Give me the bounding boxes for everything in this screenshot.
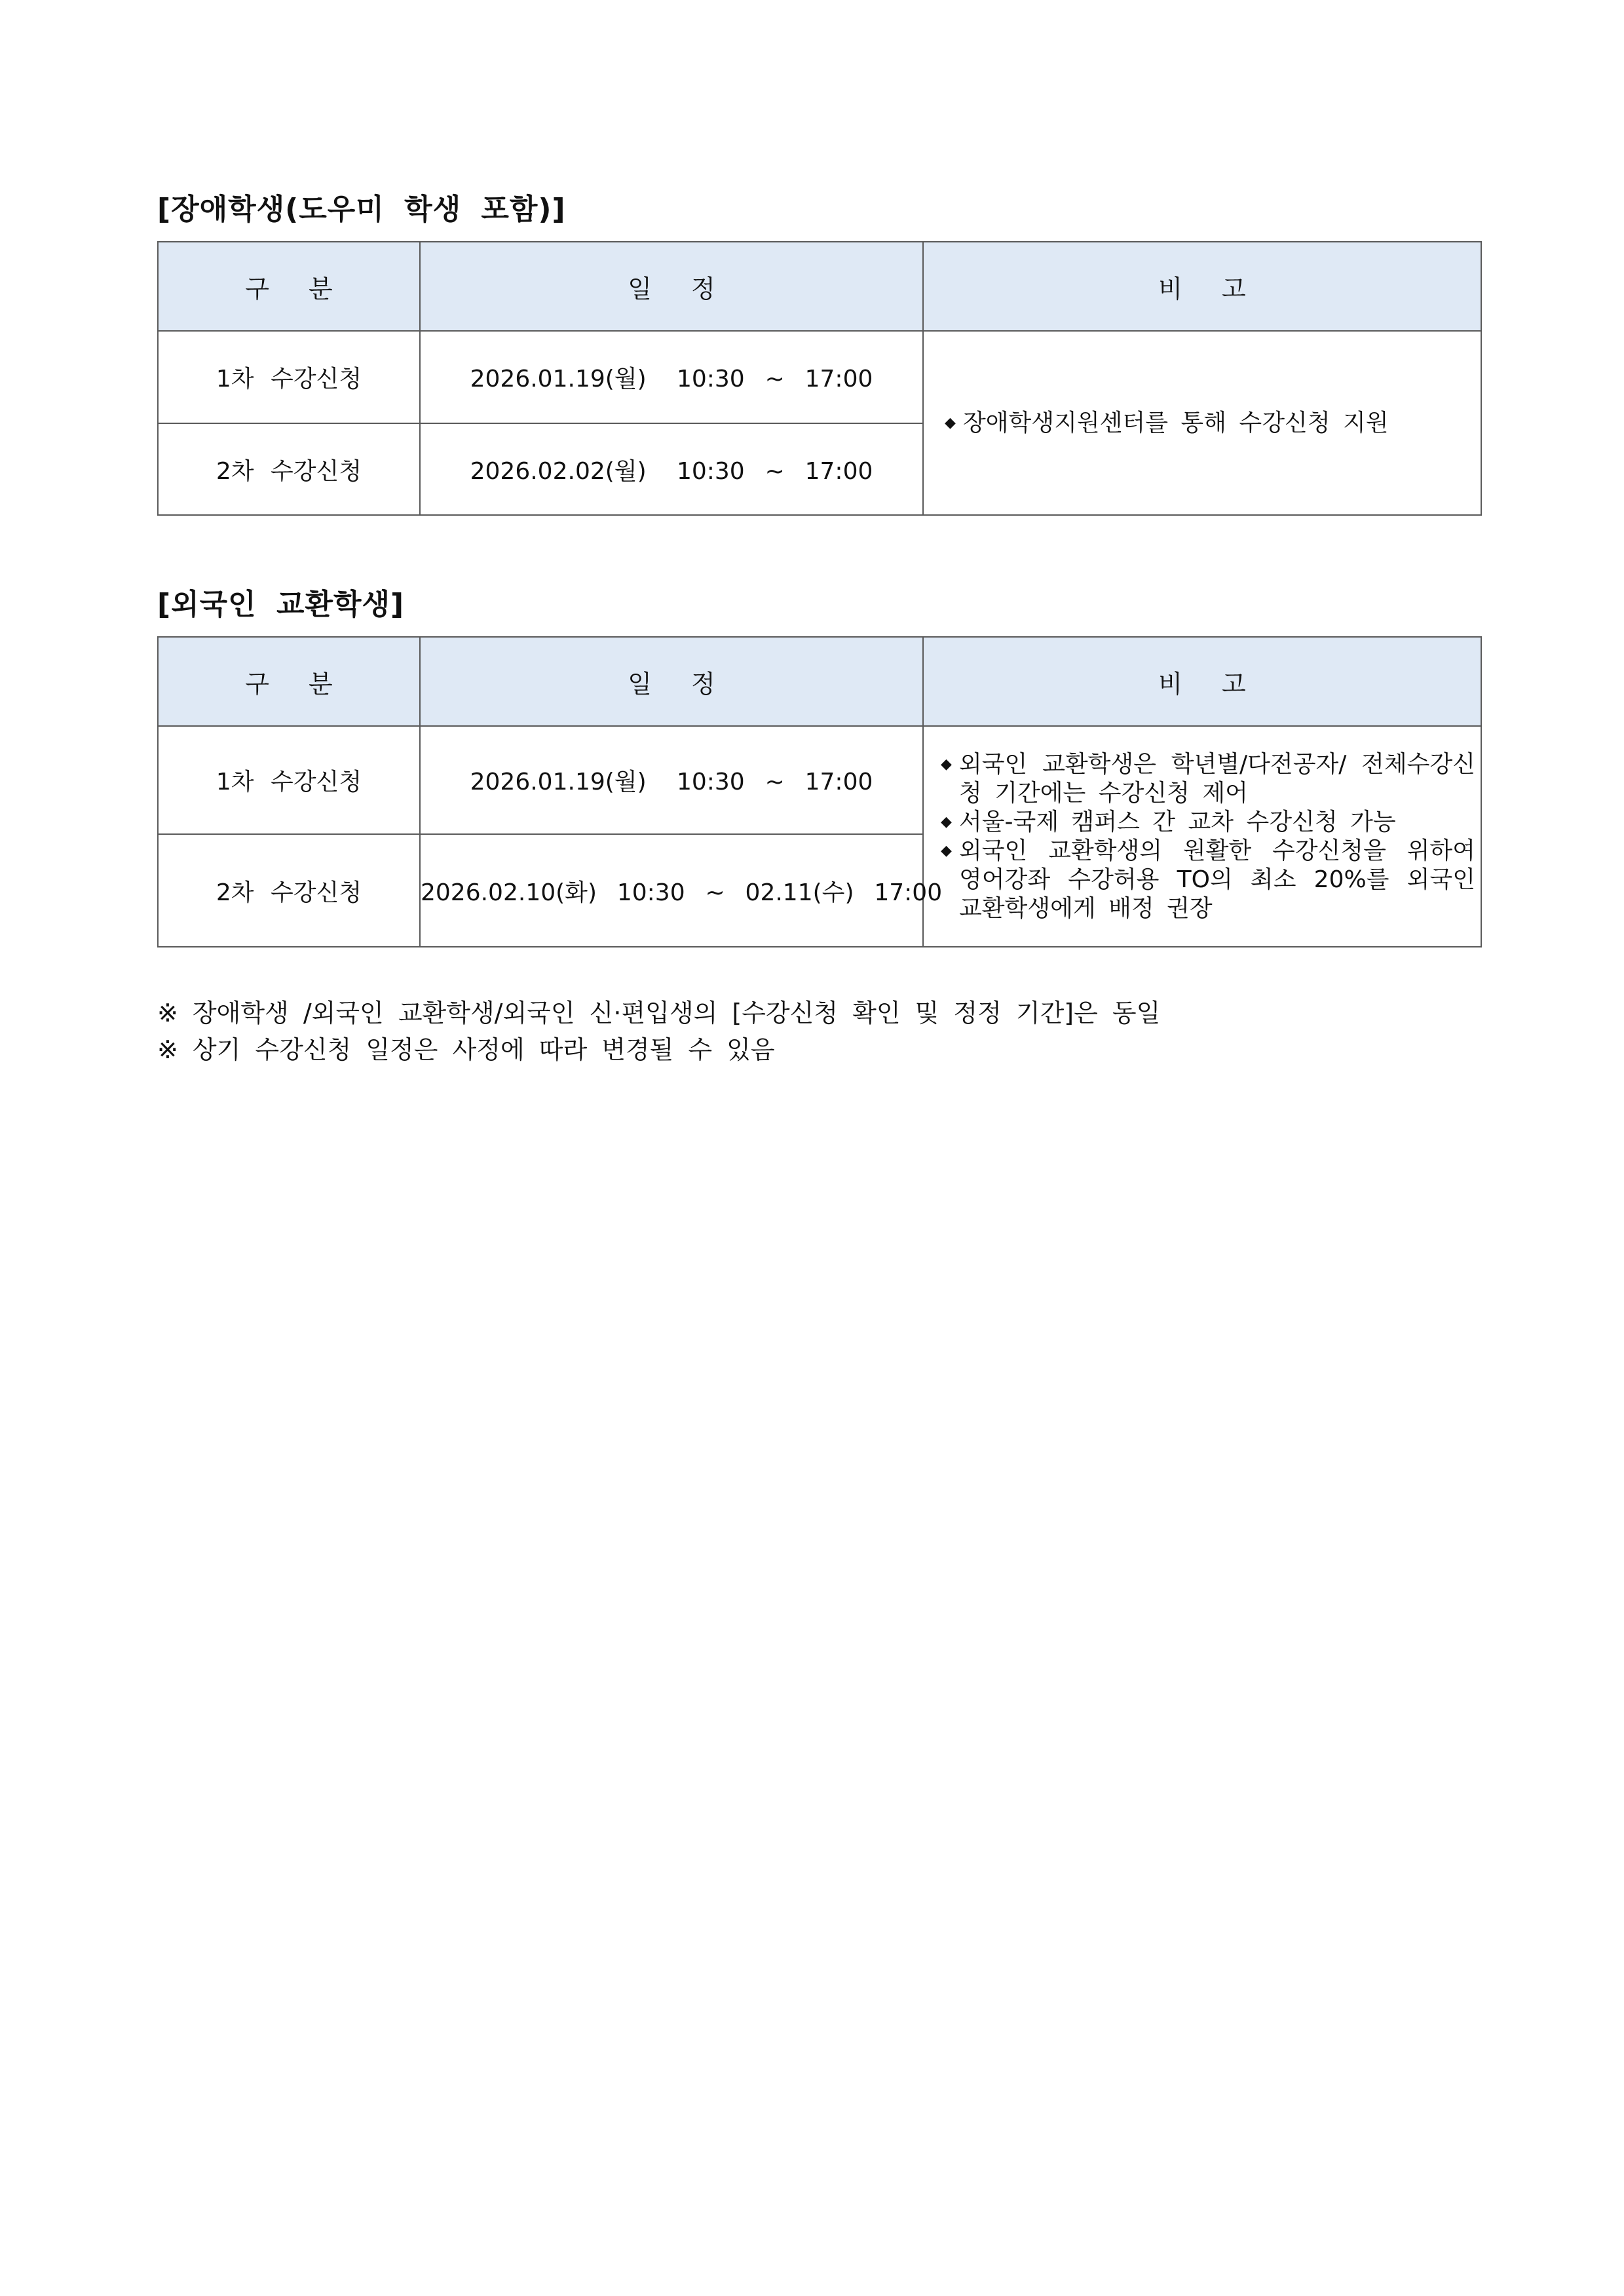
schedule-table-exchange-students: [157, 636, 1482, 947]
document-page: [157, 178, 1481, 1068]
schedule-table-disabled-students: [157, 241, 1482, 516]
row-schedule: 2026.01.19(월) 10:30 ~ 17:00: [420, 726, 923, 834]
header-category: 구 분: [158, 637, 420, 726]
table-header-row: [158, 637, 1481, 726]
header-remarks: 비 고: [923, 242, 1481, 331]
remarks-list: [943, 409, 1475, 438]
remarks-text: 외국인 교환학생의 원활한 수강신청을 위하여 영어강좌 수강허용 TO의 최소 20%를 외국인 교환학생에게 배정 권장: [959, 837, 1475, 922]
row-schedule: 2026.02.02(월) 10:30 ~ 17:00: [420, 423, 923, 515]
diamond-bullet-icon: ◆: [945, 414, 956, 431]
row-schedule: 2026.02.10(화) 10:30 ~ 02.11(수) 17:00: [420, 834, 923, 947]
row-schedule: 2026.01.19(월) 10:30 ~ 17:00: [420, 331, 923, 423]
header-schedule: 일 정: [420, 637, 923, 726]
row-category: 2차 수강신청: [158, 834, 420, 947]
footnotes: [157, 995, 1481, 1068]
remarks-text: 외국인 교환학생은 학년별/다전공자/ 전체수강신청 기간에는 수강신청 제어: [959, 750, 1475, 807]
remarks-cell: [923, 726, 1481, 947]
row-category: 1차 수강신청: [158, 726, 420, 834]
table-row: [158, 331, 1481, 423]
remarks-item: [939, 837, 1475, 923]
remarks-item: [939, 750, 1475, 808]
table-row: [158, 726, 1481, 834]
row-category: 1차 수강신청: [158, 331, 420, 423]
remarks-text: 서울-국제 캠퍼스 간 교차 수강신청 가능: [959, 808, 1396, 835]
remarks-cell: [923, 331, 1481, 515]
remarks-item: [943, 409, 1475, 438]
diamond-bullet-icon: ◆: [941, 842, 952, 859]
table-header-row: [158, 242, 1481, 331]
header-schedule: 일 정: [420, 242, 923, 331]
header-category: 구 분: [158, 242, 420, 331]
diamond-bullet-icon: ◆: [941, 813, 952, 830]
diamond-bullet-icon: ◆: [941, 756, 952, 773]
section-title-exchange-students: [외국인 교환학생]: [157, 588, 405, 621]
section-title-disabled-students: [장애학생(도우미 학생 포함)]: [157, 193, 566, 226]
remarks-list: [939, 750, 1475, 923]
header-remarks: 비 고: [923, 637, 1481, 726]
footnote-same-period: ※ 장애학생 /외국인 교환학생/외국인 신·편입생의 [수강신청 확인 및 정정 기간]은 동일: [157, 999, 1161, 1027]
footnote-schedule-change: ※ 상기 수강신청 일정은 사정에 따라 변경될 수 있음: [157, 1035, 775, 1064]
remarks-item: [939, 808, 1475, 837]
remarks-text: 장애학생지원센터를 통해 수강신청 지원: [963, 409, 1389, 436]
row-category: 2차 수강신청: [158, 423, 420, 515]
